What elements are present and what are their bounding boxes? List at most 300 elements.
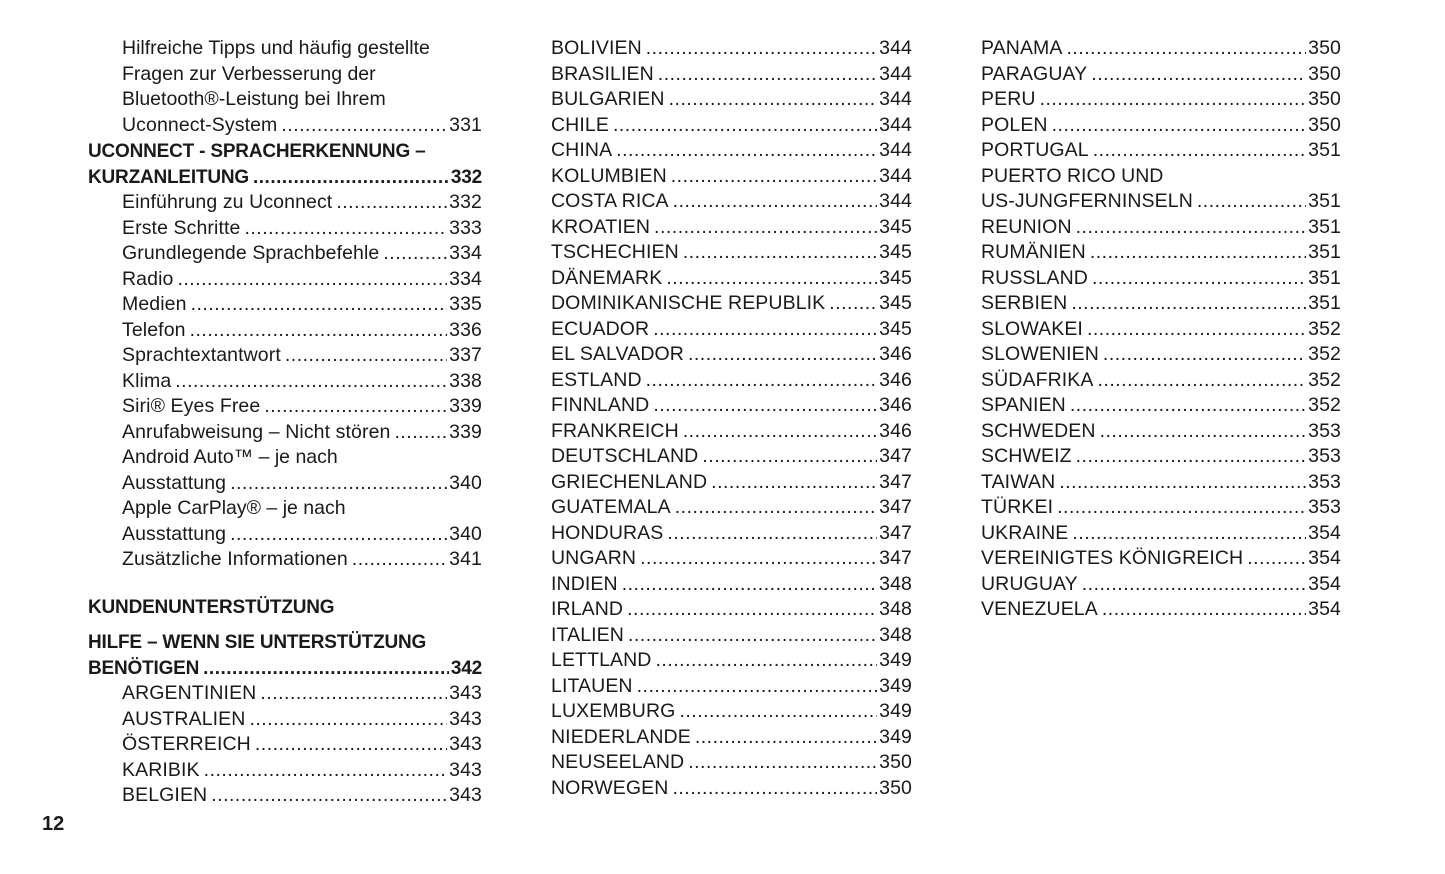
- toc-entry-label: COSTA RICA: [551, 190, 669, 212]
- toc-entry-label: SLOWENIEN: [981, 343, 1099, 365]
- dot-leader: [672, 776, 877, 802]
- dot-leader: [1098, 368, 1307, 394]
- toc-entry-label: Medien: [122, 293, 187, 315]
- dot-leader: [653, 393, 877, 419]
- toc-entry[interactable]: [981, 419, 1341, 445]
- puerto-rico-line1: PUERTO RICO UND: [981, 164, 1164, 187]
- dot-leader: [654, 215, 877, 241]
- toc-entry-page: 344: [879, 88, 912, 110]
- toc-entry-page: 352: [1308, 343, 1341, 365]
- toc-entry-label: Grundlegende Sprachbefehle: [122, 242, 380, 264]
- toc-entry-page: 343: [449, 758, 482, 781]
- toc-entry[interactable]: [551, 470, 912, 496]
- dot-leader: [1103, 342, 1306, 368]
- dot-leader: [1076, 444, 1307, 470]
- dot-leader: [1070, 393, 1306, 419]
- toc-entry[interactable]: [551, 776, 912, 802]
- toc-entry-label: Zusätzliche Informationen: [122, 548, 348, 570]
- dot-leader: [658, 62, 877, 88]
- toc-entry-label: LETTLAND: [551, 649, 652, 671]
- toc-entry-page: 351: [1308, 215, 1341, 238]
- dot-leader: [669, 87, 878, 113]
- toc-entry-page: 354: [1308, 521, 1341, 544]
- toc-entry[interactable]: [551, 521, 912, 547]
- toc-entry-page: 336: [449, 318, 482, 341]
- toc-entry-label: Uconnect-System: [122, 113, 278, 136]
- dot-leader: [1100, 419, 1307, 445]
- toc-entry-page: 352: [1308, 368, 1341, 391]
- dot-leader: [1247, 546, 1306, 572]
- section-heading-kunden: KUNDENUNTERSTÜTZUNG: [88, 596, 335, 618]
- dot-leader: [175, 369, 447, 395]
- toc-entry-android-auto[interactable]: [122, 471, 482, 497]
- toc-entry[interactable]: [551, 725, 912, 751]
- toc-entry-label: Ausstattung: [122, 471, 227, 494]
- toc-entry[interactable]: [551, 113, 912, 139]
- toc-entry-label: Einführung zu Uconnect: [122, 191, 333, 213]
- toc-entry-label: US-JUNGFERNINSELN: [981, 190, 1193, 212]
- tips-intro-line: Hilfreiche Tipps und häufig gestellte: [122, 37, 430, 59]
- toc-entry-label: TAIWAN: [981, 470, 1056, 493]
- toc-entry[interactable]: [551, 164, 912, 190]
- toc-entry-label: Telefon: [122, 318, 186, 341]
- toc-entry-page: 346: [879, 419, 912, 442]
- dot-leader: [1071, 291, 1306, 317]
- toc-entry-page: 343: [449, 682, 482, 704]
- toc-entry-label: Erste Schritte: [122, 216, 241, 239]
- toc-entry-page: 333: [449, 216, 482, 239]
- dot-leader: [260, 681, 447, 707]
- toc-entry-page: 351: [1308, 190, 1341, 212]
- toc-entry[interactable]: [551, 240, 912, 266]
- android-auto-line1: Android Auto™ – je nach: [122, 446, 338, 468]
- dot-leader: [230, 471, 447, 497]
- toc-entry[interactable]: [981, 189, 1341, 215]
- toc-entry-label: FRANKREICH: [551, 419, 679, 442]
- toc-entry-label: POLEN: [981, 113, 1048, 136]
- toc-entry-label: ITALIEN: [551, 623, 624, 646]
- toc-entry[interactable]: [551, 317, 912, 343]
- dot-leader: [1090, 240, 1306, 266]
- dot-leader: [671, 164, 877, 190]
- dot-leader: [675, 495, 877, 521]
- toc-entry-page: 346: [879, 368, 912, 391]
- toc-entry-label: SERBIEN: [981, 292, 1068, 314]
- tips-intro-line: Bluetooth®-Leistung bei Ihrem: [122, 88, 386, 110]
- page-number: 12: [42, 813, 65, 835]
- toc-entry[interactable]: [551, 36, 912, 62]
- toc-entry-label: VEREINIGTES KÖNIGREICH: [981, 547, 1244, 569]
- dot-leader: [211, 783, 447, 809]
- toc-entry-page: 351: [1308, 292, 1341, 314]
- toc-entry-page: 352: [1308, 394, 1341, 416]
- dot-leader: [637, 674, 878, 700]
- toc-entry-label: CHILE: [551, 113, 609, 136]
- toc-entry[interactable]: [981, 138, 1341, 164]
- toc-entry-label: UKRAINE: [981, 521, 1069, 544]
- toc-entry-page: 348: [879, 572, 912, 595]
- dot-leader: [1059, 470, 1306, 496]
- toc-entry[interactable]: [122, 190, 482, 216]
- toc-entry[interactable]: [981, 572, 1341, 598]
- toc-entry-page: 351: [1308, 139, 1341, 161]
- toc-entry[interactable]: [551, 495, 912, 521]
- dot-leader: [1072, 521, 1306, 547]
- dot-leader: [683, 240, 877, 266]
- toc-entry-label: SCHWEDEN: [981, 419, 1096, 442]
- toc-entry[interactable]: [122, 681, 482, 707]
- tips-intro-line: Fragen zur Verbesserung der: [122, 62, 376, 85]
- toc-entry-label: IRLAND: [551, 598, 624, 620]
- toc-entry-page: 348: [879, 623, 912, 646]
- dot-leader: [394, 420, 447, 446]
- toc-entry-page: 334: [449, 242, 482, 264]
- toc-entry-page: 340: [449, 471, 482, 494]
- toc-entry[interactable]: [551, 572, 912, 598]
- toc-entry-page: 347: [879, 547, 912, 569]
- toc-entry-page: 350: [879, 751, 912, 773]
- toc-entry-page: 337: [449, 344, 482, 366]
- dot-leader: [627, 597, 877, 623]
- toc-entry-page: 346: [879, 343, 912, 365]
- toc-entry-page: 351: [1308, 266, 1341, 289]
- dot-leader: [177, 267, 447, 293]
- toc-entry-label: ARGENTINIEN: [122, 682, 257, 704]
- toc-entry-page: 344: [879, 62, 912, 85]
- toc-entry-label: RUSSLAND: [981, 266, 1088, 289]
- toc-entry[interactable]: [122, 732, 482, 758]
- section-heading-uconnect-line1: UCONNECT - SPRACHERKENNUNG –: [88, 141, 426, 162]
- toc-entry[interactable]: [551, 674, 912, 700]
- toc-entry-label: BOLIVIEN: [551, 37, 642, 59]
- toc-entry-page: 344: [879, 190, 912, 212]
- toc-entry[interactable]: [981, 521, 1341, 547]
- toc-entry-label: Ausstattung: [122, 522, 227, 545]
- toc-entry-label: KROATIEN: [551, 215, 651, 238]
- toc-entry[interactable]: [551, 623, 912, 649]
- toc-entry[interactable]: [551, 342, 912, 368]
- toc-entry-label: PORTUGAL: [981, 139, 1089, 161]
- toc-entry[interactable]: [122, 783, 482, 809]
- toc-entry-page: 353: [1308, 496, 1341, 518]
- dot-leader: [253, 165, 449, 191]
- toc-entry-page: 343: [449, 733, 482, 755]
- toc-entry[interactable]: [551, 750, 912, 776]
- dot-leader: [683, 419, 877, 445]
- dot-leader: [190, 318, 448, 344]
- dot-leader: [679, 699, 877, 725]
- toc-entry-page: 339: [449, 420, 482, 443]
- toc-entry[interactable]: [981, 87, 1341, 113]
- dot-leader: [666, 266, 877, 292]
- carplay-line1: Apple CarPlay® – je nach: [122, 497, 346, 519]
- toc-entry-info[interactable]: [122, 547, 482, 573]
- dot-leader: [285, 343, 447, 369]
- toc-entry-label: REUNION: [981, 215, 1072, 238]
- toc-entry[interactable]: [981, 342, 1341, 368]
- toc-entry[interactable]: [551, 87, 912, 113]
- toc-column-1: [88, 36, 482, 809]
- toc-entry-page: 353: [1308, 445, 1341, 467]
- toc-entry-page: 349: [879, 725, 912, 748]
- toc-entry[interactable]: [122, 292, 482, 318]
- toc-entry-page: 345: [879, 266, 912, 289]
- toc-entry-label: Sprachtextantwort: [122, 344, 281, 366]
- toc-entry-label: ECUADOR: [551, 317, 650, 340]
- toc-entry-label: AUSTRALIEN: [122, 707, 246, 730]
- toc-entry-page: 349: [879, 649, 912, 671]
- toc-entry-page: 350: [879, 776, 912, 799]
- dot-leader: [1040, 87, 1307, 113]
- toc-entry[interactable]: [122, 343, 482, 369]
- toc-entry-label: TSCHECHIEN: [551, 241, 679, 263]
- toc-entry-page: 348: [879, 598, 912, 620]
- toc-entry[interactable]: [122, 216, 482, 242]
- dot-leader: [230, 522, 447, 548]
- toc-entry[interactable]: [122, 318, 482, 344]
- toc-entry[interactable]: [551, 444, 912, 470]
- dot-leader: [1057, 495, 1306, 521]
- toc-entry-label: Radio: [122, 267, 174, 290]
- toc-entry[interactable]: [551, 138, 912, 164]
- toc-entry-page: 344: [879, 37, 912, 59]
- toc-entry[interactable]: [981, 393, 1341, 419]
- toc-entry[interactable]: [981, 546, 1341, 572]
- dot-leader: [255, 732, 447, 758]
- tips-intro-block: [88, 36, 482, 138]
- dot-leader: [1067, 36, 1307, 62]
- dot-leader: [1092, 266, 1306, 292]
- toc-entry-label: URUGUAY: [981, 572, 1078, 595]
- dot-leader: [264, 394, 447, 420]
- toc-entry-page: 354: [1308, 547, 1341, 569]
- dot-leader: [695, 725, 877, 751]
- toc-column-2: [551, 36, 912, 801]
- toc-entry-page: 349: [879, 674, 912, 697]
- toc-entry-label: LUXEMBURG: [551, 700, 676, 722]
- dot-leader: [244, 216, 447, 242]
- dot-leader: [622, 572, 877, 598]
- toc-entry-label: NORWEGEN: [551, 776, 669, 799]
- toc-entry[interactable]: [551, 699, 912, 725]
- dot-leader: [640, 546, 877, 572]
- toc-entry[interactable]: [981, 597, 1341, 623]
- toc-entry[interactable]: [551, 393, 912, 419]
- toc-entry[interactable]: [981, 215, 1341, 241]
- toc-entry-label: BULGARIEN: [551, 88, 665, 110]
- toc-entry-page: 335: [449, 293, 482, 315]
- toc-entry[interactable]: [122, 369, 482, 395]
- toc-entry[interactable]: [122, 267, 482, 293]
- dot-leader: [1093, 138, 1306, 164]
- toc-entry-page: 350: [1308, 62, 1341, 85]
- toc-entry-page: 340: [449, 522, 482, 545]
- toc-entry-label: LITAUEN: [551, 674, 633, 697]
- dot-leader: [249, 707, 447, 733]
- dot-leader: [204, 758, 448, 784]
- dot-leader: [628, 623, 877, 649]
- toc-entry-label: BENÖTIGEN: [88, 657, 200, 679]
- toc-entry-page: 332: [449, 191, 482, 213]
- dot-leader: [383, 241, 447, 267]
- toc-entry-label: SPANIEN: [981, 394, 1066, 416]
- toc-entry-label: INDIEN: [551, 572, 618, 595]
- toc-entry-label: Anrufabweisung – Nicht stören: [122, 420, 391, 443]
- toc-entry-label: NEUSEELAND: [551, 751, 685, 773]
- dot-leader: [1082, 572, 1306, 598]
- toc-entry-page: 347: [879, 470, 912, 493]
- dot-leader: [646, 36, 877, 62]
- dot-leader: [1076, 215, 1307, 241]
- toc-entry[interactable]: [551, 215, 912, 241]
- toc-entry[interactable]: [551, 546, 912, 572]
- toc-entry[interactable]: [981, 470, 1341, 496]
- toc-entry-page: 344: [879, 113, 912, 136]
- dot-leader: [653, 317, 877, 343]
- toc-entry-page: 352: [1308, 317, 1341, 340]
- toc-entry-page: 346: [879, 394, 912, 416]
- toc-entry-label: TÜRKEI: [981, 496, 1054, 518]
- dot-leader: [1087, 317, 1306, 343]
- toc-entry-label: KURZANLEITUNG: [88, 166, 249, 188]
- toc-entry-page: 343: [449, 784, 482, 806]
- toc-entry[interactable]: [122, 394, 482, 420]
- toc-entry-page: 350: [1308, 88, 1341, 110]
- toc-entry[interactable]: [981, 113, 1341, 139]
- toc-entry-page: 342: [450, 657, 482, 679]
- dot-leader: [613, 113, 877, 139]
- toc-entry[interactable]: [122, 420, 482, 446]
- uconnect-items: [88, 190, 482, 573]
- toc-entry[interactable]: [981, 444, 1341, 470]
- dot-leader: [656, 648, 878, 674]
- toc-entry-label: Siri® Eyes Free: [122, 395, 261, 417]
- dot-leader: [673, 189, 877, 215]
- dot-leader: [336, 190, 447, 216]
- toc-entry[interactable]: [551, 419, 912, 445]
- toc-entry-page: 338: [449, 369, 482, 392]
- section-heading-hilfe-line1: HILFE – WENN SIE UNTERSTÜTZUNG: [88, 632, 427, 653]
- toc-entry-page: 345: [879, 292, 912, 314]
- toc-entry-label: ÖSTERREICH: [122, 733, 251, 755]
- toc-entry-label: EL SALVADOR: [551, 343, 684, 365]
- toc-entry-label: GUATEMALA: [551, 496, 671, 518]
- toc-entry[interactable]: [981, 317, 1341, 343]
- toc-entry-label: ESTLAND: [551, 368, 642, 391]
- toc-entry-page: 349: [879, 700, 912, 722]
- toc-entry[interactable]: [981, 495, 1341, 521]
- toc-column-3: [981, 36, 1341, 623]
- toc-entry[interactable]: [122, 241, 482, 267]
- toc-entry-label: PANAMA: [981, 37, 1063, 59]
- dot-leader: [829, 291, 877, 317]
- section-heading-uconnect[interactable]: [88, 165, 482, 191]
- toc-entry-label: DÄNEMARK: [551, 266, 663, 289]
- toc-entry[interactable]: [981, 266, 1341, 292]
- dot-leader: [203, 656, 449, 682]
- country-list-col1: [88, 681, 482, 809]
- toc-entry-label: NIEDERLANDE: [551, 725, 691, 748]
- toc-entry-label: PARAGUAY: [981, 62, 1088, 85]
- toc-entry-page: 347: [879, 445, 912, 467]
- dot-leader: [616, 138, 877, 164]
- toc-entry-label: PERU: [981, 88, 1036, 110]
- dot-leader: [688, 750, 877, 776]
- toc-entry[interactable]: [551, 597, 912, 623]
- toc-entry-page: 344: [879, 164, 912, 187]
- toc-entry[interactable]: [551, 291, 912, 317]
- toc-entry-page: 353: [1308, 419, 1341, 442]
- toc-entry-page: 347: [879, 496, 912, 518]
- dot-leader: [1052, 113, 1307, 139]
- toc-entry[interactable]: [551, 648, 912, 674]
- section-heading-hilfe[interactable]: [88, 656, 482, 682]
- toc-entry-page: 344: [879, 139, 912, 161]
- toc-entry[interactable]: [122, 707, 482, 733]
- toc-entry-page: 343: [449, 707, 482, 730]
- toc-entry-page: 351: [1308, 241, 1341, 263]
- toc-entry-page: 350: [1308, 37, 1341, 59]
- dot-leader: [1197, 189, 1306, 215]
- toc-entry-carplay[interactable]: [122, 522, 482, 548]
- toc-entry-page: 339: [449, 395, 482, 417]
- toc-entry[interactable]: [551, 189, 912, 215]
- toc-entry[interactable]: [981, 36, 1341, 62]
- toc-entry-label: DEUTSCHLAND: [551, 445, 699, 467]
- dot-leader: [711, 470, 877, 496]
- toc-entry-label: Klima: [122, 369, 172, 392]
- toc-entry[interactable]: [122, 758, 482, 784]
- toc-entry-page: 345: [879, 317, 912, 340]
- toc-entry[interactable]: [981, 368, 1341, 394]
- toc-entry-page: 341: [449, 548, 482, 570]
- toc-entry[interactable]: [551, 266, 912, 292]
- dot-leader: [702, 444, 877, 470]
- toc-entry-label: KOLUMBIEN: [551, 164, 667, 187]
- toc-entry-tips[interactable]: [122, 113, 482, 139]
- toc-entry-page: 331: [449, 113, 482, 136]
- toc-entry[interactable]: [981, 291, 1341, 317]
- dot-leader: [1102, 597, 1306, 623]
- toc-entry-page: 345: [879, 241, 912, 263]
- toc-entry[interactable]: [981, 240, 1341, 266]
- dot-leader: [667, 521, 877, 547]
- toc-entry-label: GRIECHENLAND: [551, 470, 708, 493]
- dot-leader: [281, 113, 447, 139]
- toc-entry-page: 334: [449, 267, 482, 290]
- toc-entry-label: BELGIEN: [122, 784, 208, 806]
- dot-leader: [688, 342, 877, 368]
- toc-entry[interactable]: [551, 368, 912, 394]
- toc-entry-page: 347: [879, 521, 912, 544]
- dot-leader: [1091, 62, 1306, 88]
- toc-entry-label: CHINA: [551, 139, 613, 161]
- toc-entry[interactable]: [551, 62, 912, 88]
- toc-entry-label: KARIBIK: [122, 758, 200, 781]
- dot-leader: [646, 368, 878, 394]
- dot-leader: [352, 547, 447, 573]
- toc-entry-label: FINNLAND: [551, 394, 650, 416]
- toc-entry-label: SCHWEIZ: [981, 445, 1072, 467]
- dot-leader: [191, 292, 448, 318]
- toc-entry[interactable]: [981, 62, 1341, 88]
- toc-entry-label: BRASILIEN: [551, 62, 654, 85]
- toc-entry-page: 353: [1308, 470, 1341, 493]
- toc-entry-page: 354: [1308, 572, 1341, 595]
- toc-entry-label: SLOWAKEI: [981, 317, 1083, 340]
- toc-entry-label: HONDURAS: [551, 521, 664, 544]
- toc-entry-label: VENEZUELA: [981, 598, 1098, 620]
